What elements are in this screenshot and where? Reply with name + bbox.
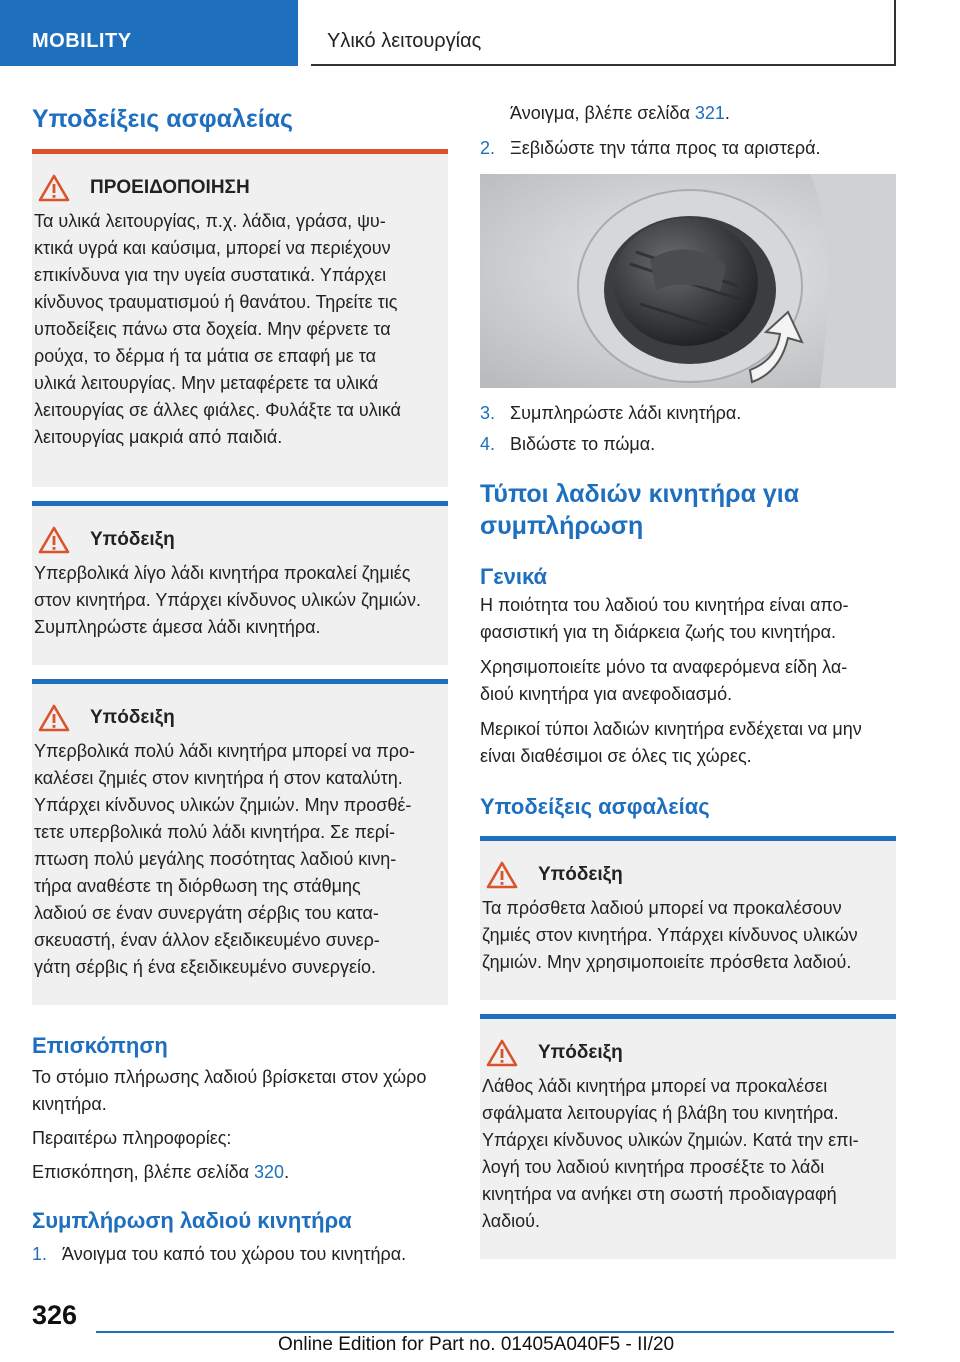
edition-text: Online Edition for Part no. 01405A040F5 - II/20	[278, 1334, 675, 1355]
overview-heading: Επισκόπηση	[32, 1033, 168, 1058]
safety-heading-right: Υποδείξεις ασφαλείας	[480, 794, 710, 819]
chapter-tab	[311, 0, 896, 66]
note-box-3	[480, 836, 896, 1000]
note-title: Υπόδειξη	[538, 1042, 623, 1063]
overview-reference: Επισκόπηση, βλέπε σελίδα 320.	[32, 1162, 290, 1182]
step-4: 4. Βιδώστε το πώμα.	[480, 434, 656, 454]
step-1: 1. Άνοιγμα του καπό του χώρου του κινητήρα.	[32, 1244, 407, 1264]
page-link-321[interactable]: 321	[694, 103, 725, 123]
oil-types-heading: Τύποι λαδιών κινητήρα για συμπλήρωση	[480, 480, 800, 540]
warning-triangle-icon	[486, 861, 518, 889]
section-tab[interactable]	[0, 0, 298, 66]
note-text: Τα πρόσθετα λαδιού μπορεί να προκαλέσουν ζημιές στον κινητήρα. Υπάρχει κίνδυνος υλικών ζημιών. Μην χρησιμοποιείτε πρόσθετα λαδιού.	[482, 898, 858, 972]
warning-bar	[32, 149, 448, 154]
note-box-4	[480, 1014, 896, 1259]
note-text: Λάθος λάδι κινητήρα μπορεί να προκαλέσει σφάλματα λειτουργίας ή βλάβη του κινητήρα. Υπάρχει κίνδυνος υλικών ζημιών. Κατά την επι- λογή του λαδιού κινητήρα προσέξτε το λάδι κινητήρα να ανήκει στη σωστή προδιαγραφή λαδιού.	[482, 1076, 859, 1231]
page-link-320[interactable]: 320	[254, 1162, 285, 1182]
note-box-2	[32, 679, 448, 1005]
page-number: 326	[32, 1300, 78, 1330]
step-2: 2. Ξεβιδώστε την τάπα προς τα αριστερά.	[480, 138, 821, 158]
warning-triangle-icon	[486, 1039, 518, 1067]
warning-triangle-icon	[38, 526, 70, 554]
overview-text: Το στόμιο πλήρωσης λαδιού βρίσκεται στον χώρο κινητήρα.	[32, 1067, 427, 1114]
right-column	[480, 100, 896, 1259]
general-text-1: Η ποιότητα του λαδιού του κινητήρα είναι απο- φασιστική για τη διάρκεια ζωής του κινητήρα.	[480, 595, 849, 642]
note-title: Υπόδειξη	[538, 864, 623, 885]
general-text-2: Χρησιμοποιείτε μόνο τα αναφερόμενα είδη λα- διού κινητήρα για ανεφοδιασμό.	[480, 657, 848, 704]
step-3: 3. Συμπληρώστε λάδι κινητήρα.	[480, 403, 742, 423]
safety-heading: Υποδείξεις ασφαλείας	[32, 105, 294, 133]
footer-divider	[96, 1331, 894, 1333]
general-text-3: Μερικοί τύποι λαδιών κινητήρα ενδέχεται να μην είναι διαθέσιμοι σε όλες τις χώρες.	[480, 719, 862, 766]
step-1-continued: Άνοιγμα, βλέπε σελίδα 321.	[510, 103, 730, 123]
warning-text: Τα υλικά λειτουργίας, π.χ. λάδια, γράσα, ψυ- κτικά υγρά και καύσιμα, μπορεί να περιέχουν επικίνδυνα για την υγεία συστατικά. Υπάρχει κίνδυνος τραυματισμού ή θανάτου. Τηρείτε τις υποδείξεις πάνω στα δοχεία. Μην φέρνετε τα ρούχα, το δέρμα ή τα μάτια σε επαφή με τα υλικά λειτουργίας. Μην μεταφέρετε τα υλικά λειτουργίας σε άλλες φιάλες. Φυλάξτε τα υλικά λειτουργίας μακριά από παιδιά.	[34, 211, 401, 447]
chapter-label: Υλικό λειτουργίας	[327, 30, 482, 52]
left-column	[32, 100, 448, 1268]
warning-title: ΠΡΟΕΙΔΟΠΟΙΗΣΗ	[90, 177, 250, 198]
page-header	[0, 0, 960, 66]
note-text: Υπερβολικά λίγο λάδι κινητήρα προκαλεί ζημιές στον κινητήρα. Υπάρχει κίνδυνος υλικών ζημιών. Συμπληρώστε άμεσα λάδι κινητήρα.	[34, 563, 421, 637]
note-title: Υπόδειξη	[90, 529, 175, 550]
section-label: MOBILITY	[32, 30, 132, 52]
note-text: Υπερβολικά πολύ λάδι κινητήρα μπορεί να προ- καλέσει ζημιές στον κινητήρα ή στον καταλύτη. Υπάρχει κίνδυνος υλικών ζημιών. Μην προσθέ- τετε υπερβολικά πολύ λάδι κινητήρα. Σε περί- πτωση πολύ μεγάλης ποσότητας λαδιού κινη- τήρα αναθέστε τη διόρθωση της στάθμης λαδιού σε έναν συνεργάτη σέρβις του κατα- σκευαστή, έναν άλλον εξειδικευμένο συνερ- γάτη σέρβις ή ένα εξειδικευμένο συνεργείο.	[34, 741, 415, 977]
warning-triangle-icon	[38, 174, 70, 202]
warning-triangle-icon	[38, 704, 70, 732]
fill-oil-heading: Συμπλήρωση λαδιού κινητήρα	[32, 1208, 352, 1233]
note-box-1	[32, 501, 448, 665]
more-info-text: Περαιτέρω πληροφορίες:	[32, 1128, 232, 1148]
oil-cap-illustration	[480, 174, 896, 388]
note-title: Υπόδειξη	[90, 707, 175, 728]
oil-filler-cap-photo	[480, 174, 896, 388]
warning-box	[32, 149, 448, 487]
general-heading: Γενικά	[480, 564, 548, 589]
